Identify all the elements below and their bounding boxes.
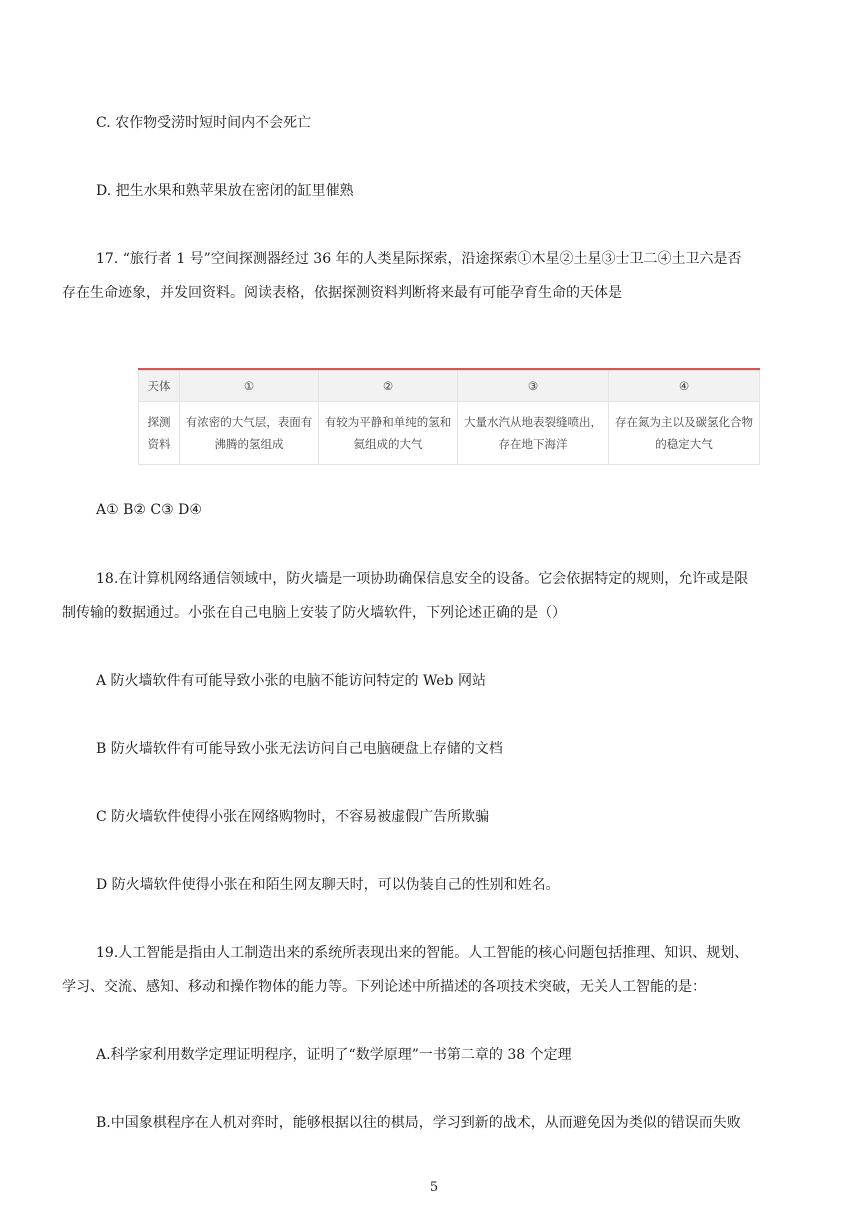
q17-options: A① B② C③ D④: [96, 502, 202, 518]
table-header-cell: ③: [458, 371, 609, 402]
table-cell: 有浓密的大气层，表面有 沸腾的氢组成: [180, 402, 319, 465]
table-header-cell: ①: [180, 371, 319, 402]
q17-stem-line1: 17. “旅行者 1 号”空间探测器经过 36 年的人类星际探索，沿途探索①木星②土星③士卫二④土卫六是否: [96, 251, 742, 267]
table-cell: 有较为平静和单纯的氢和 氦组成的大气: [319, 402, 458, 465]
q18-option-d: D 防火墙软件使得小张在和陌生网友聊天时，可以伪装自己的性别和姓名。: [96, 877, 560, 893]
table-cell: 大量水汽从地表裂缝喷出， 存在地下海洋: [458, 402, 609, 465]
q19-stem-line1: 19.人工智能是指由人工制造出来的系统所表现出来的智能。人工智能的核心问题包括推理、知识、规划、: [96, 945, 749, 961]
q17-stem-line2: 存在生命迹象，并发回资料。阅读表格，依据探测资料判断将来最有可能孕育生命的天体是: [62, 285, 622, 301]
q19-stem-line2: 学习、交流、感知、移动和操作物体的能力等。下列论述中所描述的各项技术突破，无关人工智能的是：: [62, 979, 706, 995]
table-cell: 存在氮为主以及碳氢化合物 的稳定大气: [608, 402, 759, 465]
table-row-label: 探测 资料: [139, 402, 180, 465]
table-header-row: [139, 371, 760, 402]
q18-stem-line2: 制传输的数据通过。小张在自己电脑上安装了防火墙软件，下列论述正确的是（）: [62, 605, 566, 621]
q18-stem-line1: 18.在计算机网络通信领域中，防火墙是一项协助确保信息安全的设备。它会依据特定的规则，允许或是限: [96, 571, 749, 587]
q16-option-d: D. 把生水果和熟苹果放在密闭的缸里催熟: [96, 183, 354, 199]
q19-option-b: B.中国象棋程序在人机对弈时，能够根据以往的棋局，学习到新的战术，从而避免因为类似的错误而失败: [96, 1115, 741, 1131]
page-number: 5: [429, 1180, 439, 1195]
probe-data-table: [138, 368, 760, 465]
table-header-cell: ②: [319, 371, 458, 402]
q18-option-a: A 防火墙软件有可能导致小张的电脑不能访问特定的 Web 网站: [96, 673, 486, 689]
q19-option-a: A.科学家利用数学定理证明程序，证明了“数学原理”一书第二章的 38 个定理: [96, 1047, 572, 1063]
table-header-cell: ④: [608, 371, 759, 402]
q16-option-c: C. 农作物受涝时短时间内不会死亡: [96, 115, 312, 131]
table-row: [139, 402, 760, 465]
q18-option-c: C 防火墙软件使得小张在网络购物时，不容易被虚假广告所欺骗: [96, 809, 490, 825]
table-header-cell: 天体: [139, 371, 180, 402]
q18-option-b: B 防火墙软件有可能导致小张无法访问自己电脑硬盘上存储的文档: [96, 741, 503, 757]
